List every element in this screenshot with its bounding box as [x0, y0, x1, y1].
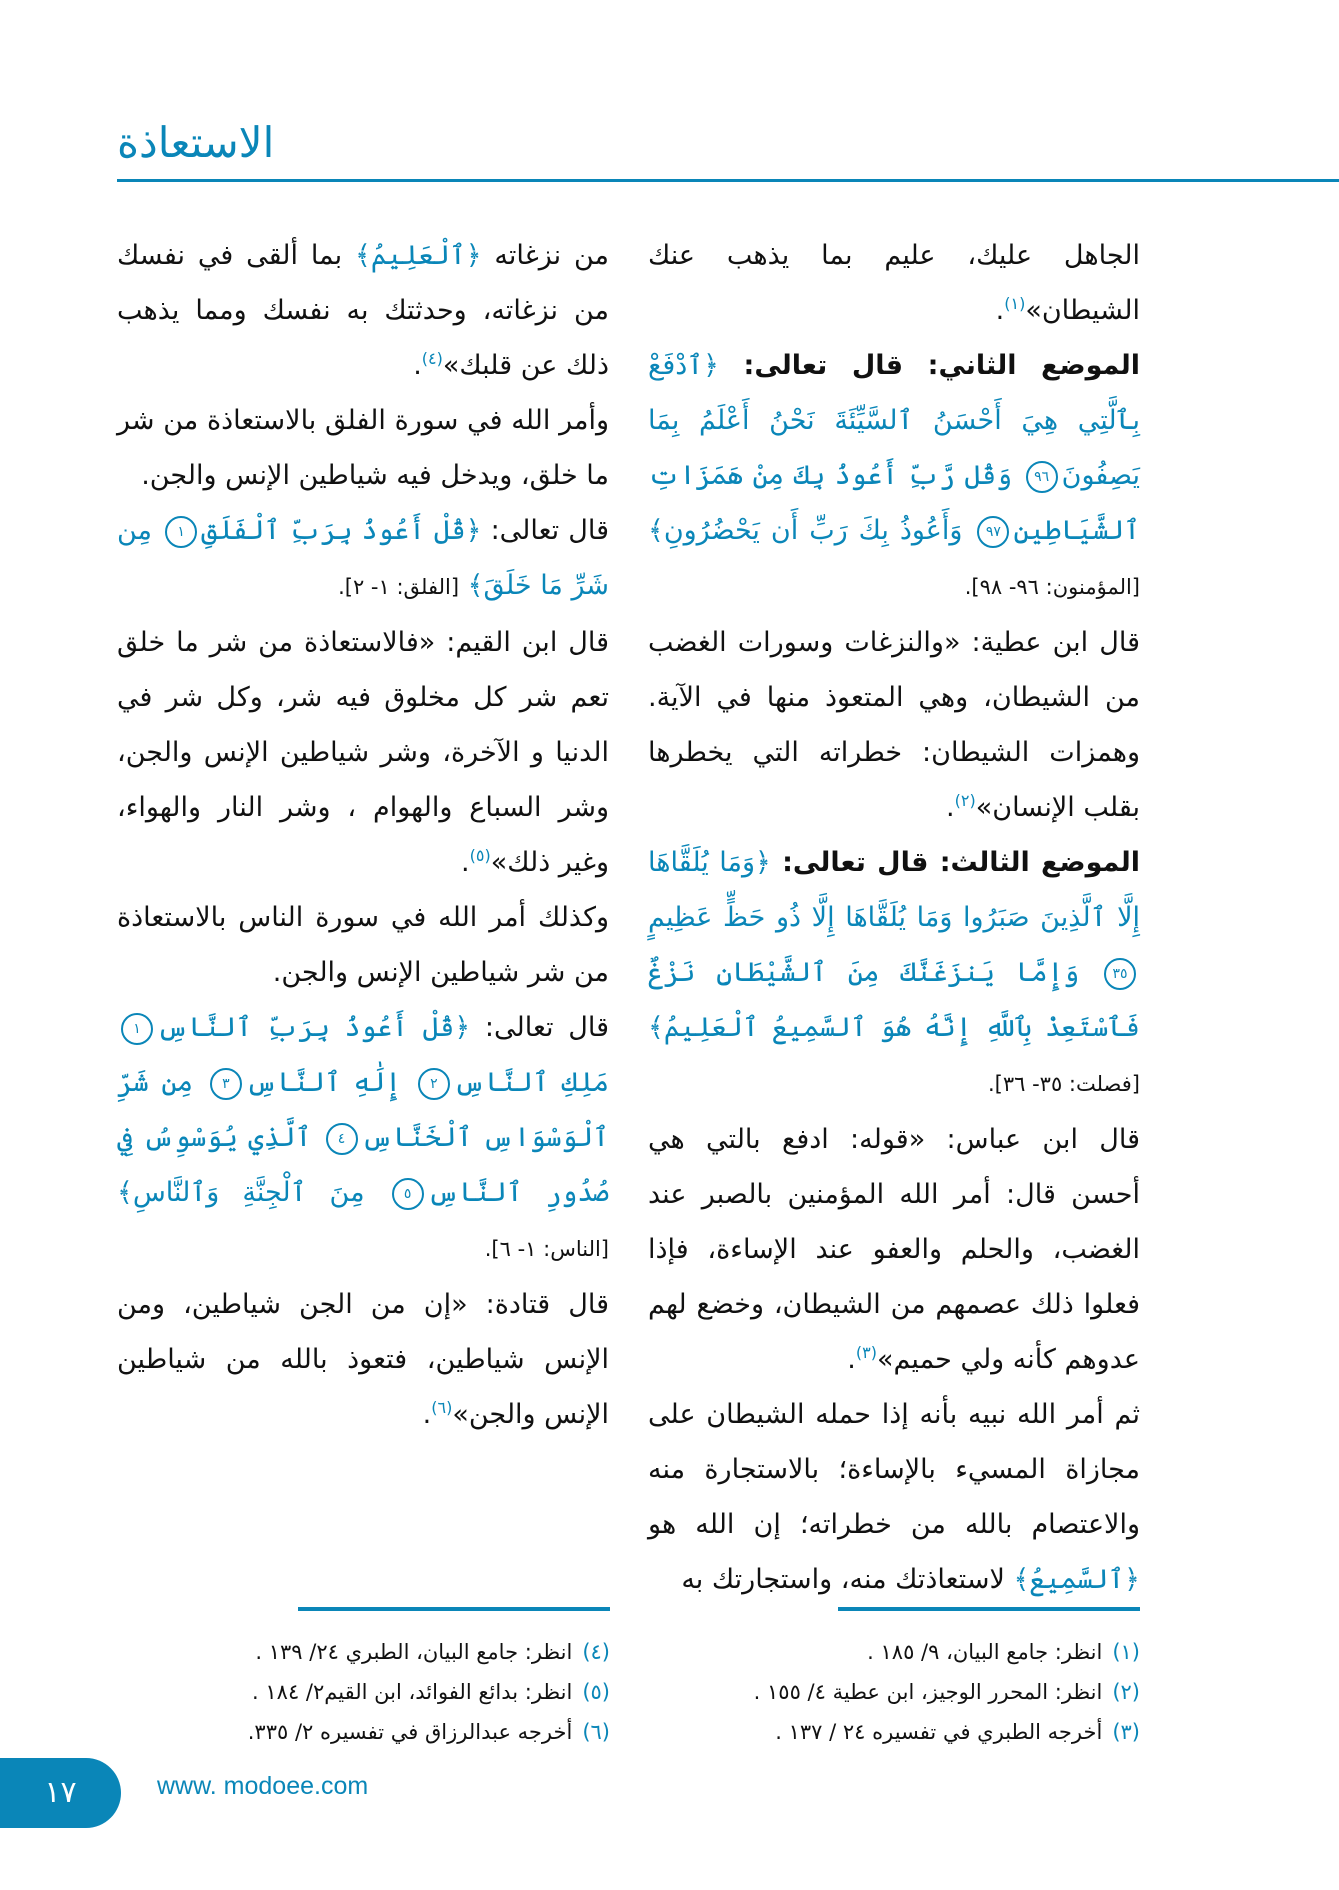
footnote-marker[interactable]: (٦)	[431, 1398, 453, 1417]
ayah-number-marker: ١	[165, 516, 197, 548]
chapter-title: الاستعاذة	[117, 118, 275, 167]
paragraph	[648, 228, 1140, 338]
paragraph	[117, 393, 609, 503]
footnotes-left	[140, 1632, 610, 1752]
footnote-number: (١)	[1112, 1640, 1140, 1664]
verse-reference: [الناس: ١- ٦].	[484, 1237, 609, 1261]
body-text: الجاهل عليك، عليم بما يذهب عنك الشيطان»	[648, 240, 1140, 326]
quran-verse: ﴿قُلْ أَعُوذُ بِرَبِّ ٱلْفَلَقِ	[201, 515, 482, 546]
footnote-divider-right	[838, 1607, 1140, 1611]
body-text: قال ابن عباس: «قوله: ادفع بالتي هي أحسن قال: أمر الله المؤمنين بالصبر عند الغضب، والحلم والعفو عند الإساءة، فإذا فعلوا ذلك عصمهم من الشيطان، وخضع لهم عدوهم كأنه ولي حميم»	[648, 1124, 1140, 1375]
body-text: بما ألقى في نفسك من نزغاته، وحدثتك به نفسك ومما يذهب ذلك عن قلبك»	[117, 240, 609, 381]
quran-verse: وَأَعُوذُ بِكَ رَبِّ أَن يَحْضُرُونِ﴾	[648, 515, 963, 546]
paragraph	[648, 1112, 1140, 1387]
body-text: .	[995, 295, 1005, 326]
footnote-divider-left	[298, 1607, 610, 1611]
quran-verse: مِن شَرِّ ٱلْوَسْوَاسِ ٱلْخَنَّاسِ	[117, 1067, 609, 1153]
footnote-number: (٢)	[1112, 1680, 1140, 1704]
website-link[interactable]: www. modoee.com	[157, 1772, 369, 1800]
footnotes-right	[670, 1632, 1140, 1752]
paragraph	[117, 1277, 609, 1442]
quran-verse: مِنَ ٱلْجِنَّةِ وَٱلنَّاسِ﴾	[117, 1177, 365, 1208]
quran-verse: مَلِكِ ٱلنَّاسِ	[453, 1067, 610, 1098]
paragraph	[117, 228, 609, 393]
paragraph	[117, 615, 609, 890]
quran-verse: ﴿ٱلسَّمِيعُ﴾	[1013, 1564, 1140, 1595]
body-text: .	[422, 1399, 432, 1430]
footnote-number: (٣)	[1112, 1720, 1140, 1744]
footnote-marker[interactable]: (١)	[1004, 294, 1026, 313]
ayah-number-marker: ٢	[418, 1068, 450, 1100]
body-text: قال ابن عطية: «والنزغات وسورات الغضب من الشيطان، وهي المتعوذ منها في الآية. وهمزات الشيطان: خطراته التي يخطرها بقلب الإنسان»	[648, 627, 1140, 823]
quran-verse: ﴿قُلْ أَعُوذُ بِرَبِّ ٱلنَّاسِ	[157, 1012, 471, 1043]
footnote-text: انظر: جامع البيان، ٩/ ١٨٥ .	[867, 1640, 1103, 1664]
paragraph	[648, 615, 1140, 835]
footnote	[670, 1672, 1140, 1712]
footnote-marker[interactable]: (٢)	[954, 791, 976, 810]
verse-reference: [المؤمنون: ٩٦- ٩٨].	[964, 575, 1140, 599]
right-text-column	[648, 228, 1140, 1607]
verse-reference: [فصلت: ٣٥- ٣٦].	[987, 1072, 1140, 1096]
footnote-text: أخرجه الطبري في تفسيره ٢٤ / ١٣٧ .	[775, 1720, 1103, 1744]
footnote	[670, 1632, 1140, 1672]
footnote-text: انظر: المحرر الوجيز، ابن عطية ٤/ ١٥٥ .	[753, 1680, 1103, 1704]
left-text-column	[117, 228, 609, 1442]
body-text: وكذلك أمر الله في سورة الناس بالاستعاذة من شر شياطين الإنس والجن.	[117, 902, 609, 988]
quran-verse: ﴿ٱدْفَعْ بِٱلَّتِي هِيَ أَحْسَنُ ٱلسَّيِّئَةَ نَحْنُ أَعْلَمُ بِمَا يَصِفُونَ	[648, 350, 1140, 491]
header-divider	[117, 179, 1339, 182]
paragraph	[648, 338, 1140, 615]
footnote-marker[interactable]: (٣)	[855, 1343, 877, 1362]
body-text: من نزغاته	[481, 240, 609, 271]
footnote-text: انظر: بدائع الفوائد، ابن القيم٢/ ١٨٤ .	[252, 1680, 573, 1704]
ayah-number-marker: ٣	[210, 1068, 242, 1100]
ayah-number-marker: ١	[121, 1013, 153, 1045]
footnote	[140, 1632, 610, 1672]
page-number-badge: ١٧	[0, 1758, 121, 1828]
footnote	[140, 1672, 610, 1712]
body-text: قال تعالى:	[470, 1012, 609, 1043]
body-text: لاستعاذتك منه، واستجارتك به	[681, 1564, 1014, 1595]
body-text: .	[413, 350, 422, 381]
quran-verse: ٱلَّذِي يُوَسْوِسُ فِي صُدُورِ ٱلنَّاسِ	[117, 1122, 609, 1208]
footnote-number: (٥)	[582, 1680, 610, 1704]
footnote-text: انظر: جامع البيان، الطبري ٢٤/ ١٣٩ .	[255, 1640, 573, 1664]
footnote-number: (٤)	[582, 1640, 610, 1664]
body-text: قال ابن القيم: «فالاستعاذة من شر ما خلق تعم شر كل مخلوق فيه شر، وكل شر في الدنيا و الآخرة، وشر شياطين الإنس والجن، وشر السباع والهوام ، وشر النار والهواء، وغير ذلك»	[117, 627, 609, 878]
section-heading: الموضع الثالث: قال تعالى:	[770, 847, 1141, 878]
quran-verse: وَإِمَّا يَنزَغَنَّكَ مِنَ ٱلشَّيْطَانِ نَزْغٌ فَٱسْتَعِذْ بِٱللَّهِ إِنَّهُ هُوَ ٱلسَّمِيعُ ٱلْعَلِيمُ﴾	[648, 957, 1140, 1043]
ayah-number-marker: ٣٥	[1104, 958, 1136, 990]
footnote	[670, 1712, 1140, 1752]
footnote-marker[interactable]: (٥)	[469, 846, 491, 865]
footnote	[140, 1712, 610, 1752]
quran-verse: ﴿وَمَا يُلَقَّاهَا إِلَّا ٱلَّذِينَ صَبَرُوا وَمَا يُلَقَّاهَا إِلَّا ذُو حَظٍّ عَظِيمٍ	[648, 847, 1140, 933]
body-text: .	[461, 847, 470, 878]
footnote-number: (٦)	[582, 1720, 610, 1744]
verse-reference: [الفلق: ١- ٢].	[338, 575, 460, 599]
section-heading: الموضع الثاني: قال تعالى:	[718, 350, 1140, 381]
paragraph	[117, 890, 609, 1000]
paragraph	[648, 835, 1140, 1112]
body-text: ثم أمر الله نبيه بأنه إذا حمله الشيطان على مجازاة المسيء بالإساءة؛ بالاستجارة منه والاعتصام بالله من خطراته؛ إن الله هو	[648, 1399, 1140, 1540]
paragraph	[117, 1000, 609, 1277]
ayah-number-marker: ٩٧	[977, 516, 1009, 548]
quran-verse: ﴿ٱلْعَلِيمُ﴾	[355, 240, 482, 271]
footnote-text: أخرجه عبدالرزاق في تفسيره ٢/ ٣٣٥.	[247, 1720, 573, 1744]
ayah-number-marker: ٤	[326, 1123, 358, 1155]
body-text: .	[946, 792, 955, 823]
quran-verse: إِلَٰهِ ٱلنَّاسِ	[245, 1067, 402, 1098]
quran-verse: وَقُل رَّبِّ أَعُوذُ بِكَ مِنْ هَمَزَاتِ ٱلشَّيَاطِينِ	[648, 460, 1140, 546]
footnote-marker[interactable]: (٤)	[421, 349, 443, 368]
body-text: وأمر الله في سورة الفلق بالاستعاذة من شر ما خلق، ويدخل فيه شياطين الإنس والجن.	[117, 405, 609, 491]
ayah-number-marker: ٥	[392, 1178, 424, 1210]
body-text: قال قتادة: «إن من الجن شياطين، ومن الإنس شياطين، فتعوذ بالله من شياطين الإنس والجن»	[117, 1289, 609, 1430]
paragraph	[117, 503, 609, 615]
ayah-number-marker: ٩٦	[1026, 461, 1058, 493]
body-text: قال تعالى:	[481, 515, 609, 546]
paragraph	[648, 1387, 1140, 1607]
quran-verse: مِن شَرِّ مَا خَلَقَ﴾	[117, 515, 609, 601]
body-text: .	[847, 1344, 856, 1375]
